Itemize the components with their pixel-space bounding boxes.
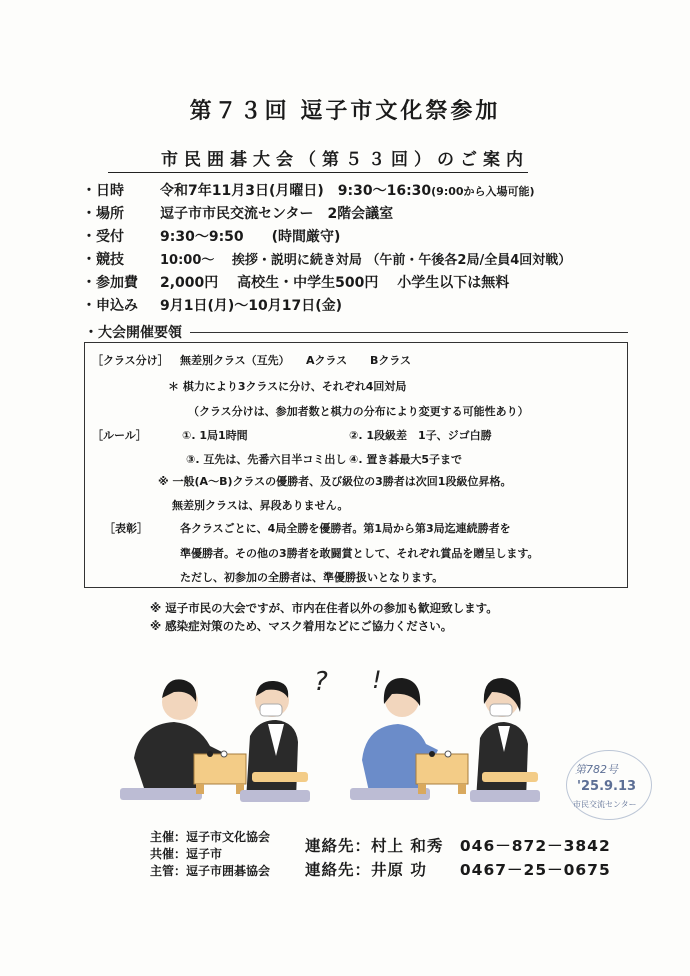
organizer-cohost: 共催：逗子市 bbox=[150, 847, 223, 861]
stamp-office: 市民交流センター bbox=[573, 800, 637, 809]
question-mark: ? bbox=[314, 667, 328, 697]
award-label: ［表彰］ bbox=[104, 522, 148, 535]
award-line-1: 各クラスごとに、4局全勝を優勝者。第1局から第3局迄連続勝者を bbox=[180, 522, 511, 535]
detail-value: 9:30～9:50 (時間厳守) bbox=[160, 229, 341, 245]
note-residents: ※ 逗子市民の大会ですが、市内在住者以外の参加も歓迎致します。 bbox=[150, 601, 498, 615]
class-open: 無差別クラス（互先） bbox=[180, 354, 290, 367]
detail-value: 2,000円 高校生・中学生500円 小学生以下は無料 bbox=[160, 275, 510, 291]
received-stamp bbox=[566, 750, 652, 820]
note-infection: ※ 感染症対策のため、マスク着用などにご協力ください。 bbox=[150, 619, 453, 633]
detail-value: 逗子市市民交流センター 2階会議室 bbox=[160, 206, 394, 222]
class-note-2: （クラス分けは、参加者数と棋力の分布により変更する可能性あり） bbox=[188, 405, 529, 418]
page-title: 第７３回 逗子市文化祭参加 bbox=[189, 99, 501, 124]
class-note-1: ＊ 棋力により3クラスに分け、それぞれ4回対局 bbox=[168, 380, 407, 393]
stamp-number: 第782号 bbox=[575, 763, 618, 776]
contact-murakami: 連絡先：村上 和秀 046－872－3842 bbox=[305, 837, 611, 855]
detail-value: 令和7年11月3日(月曜日) 9:30～16:30 bbox=[160, 183, 432, 199]
detail-label: ・場所 bbox=[82, 206, 124, 222]
right-player-masked-man bbox=[240, 681, 310, 802]
detail-row-datetime bbox=[82, 180, 535, 200]
outline-title: ・大会開催要領 bbox=[84, 325, 182, 341]
left-go-board bbox=[194, 751, 246, 794]
detail-row-venue bbox=[82, 203, 393, 223]
organizer-manager: 主管：逗子市囲碁協会 bbox=[150, 864, 271, 878]
right-go-board bbox=[416, 751, 468, 794]
detail-row-competition bbox=[82, 249, 571, 269]
contact-ihara: 連絡先：井原 功 0467－25－0675 bbox=[305, 861, 611, 879]
class-b: Bクラス bbox=[370, 354, 412, 367]
award-line-2: 準優勝者。その他の3勝者を敢闘賞として、それぞれ賞品を贈呈します。 bbox=[180, 547, 539, 560]
detail-label: ・日時 bbox=[82, 183, 124, 199]
detail-row-application bbox=[82, 295, 342, 315]
award-line-3: ただし、初参加の全勝者は、準優勝扱いとなります。 bbox=[180, 571, 444, 584]
go-players-illustration bbox=[100, 640, 560, 810]
right-player-masked-woman bbox=[470, 678, 540, 802]
rule-1: ①. 1局1時間 bbox=[182, 429, 248, 442]
stamp-date: '25.9.13 bbox=[577, 779, 637, 794]
detail-label: ・受付 bbox=[82, 229, 124, 245]
outline-title-rule bbox=[190, 332, 628, 333]
detail-row-reception bbox=[82, 226, 340, 246]
rule-note-1: ※ 一般(A～B)クラスの優勝者、及び級位の3勝者は次回1段級位昇格。 bbox=[158, 475, 512, 488]
rule-2: ②. 1段級差 1子、ジゴ白勝 bbox=[349, 429, 492, 442]
page-subtitle: 市民囲碁大会（第５３回）のご案内 bbox=[161, 150, 529, 170]
detail-label: ・申込み bbox=[82, 298, 138, 314]
rule-label: ［ルール］ bbox=[92, 429, 147, 442]
rule-4: ④. 置き碁最大5子まで bbox=[349, 453, 462, 466]
detail-label: ・競技 bbox=[82, 252, 124, 268]
exclamation-mark: ! bbox=[372, 666, 382, 694]
detail-value: 9月1日(月)～10月17日(金) bbox=[160, 298, 343, 314]
detail-label: ・参加費 bbox=[82, 275, 138, 291]
rule-note-2: 無差別クラスは、昇段ありません。 bbox=[172, 499, 349, 512]
detail-row-fee bbox=[82, 272, 509, 292]
detail-note: (9:00から入場可能) bbox=[431, 185, 535, 198]
subtitle-underline bbox=[108, 172, 528, 173]
organizer-host: 主催：逗子市文化協会 bbox=[150, 830, 271, 844]
detail-value: 10:00～ 挨拶・説明に続き対局 （午前・午後各2局/全員4回対戦） bbox=[160, 253, 572, 268]
class-label: ［クラス分け］ bbox=[92, 354, 169, 367]
class-a: Aクラス bbox=[306, 354, 348, 367]
rule-3: ③. 互先は、先番六目半コミ出し bbox=[186, 453, 347, 466]
